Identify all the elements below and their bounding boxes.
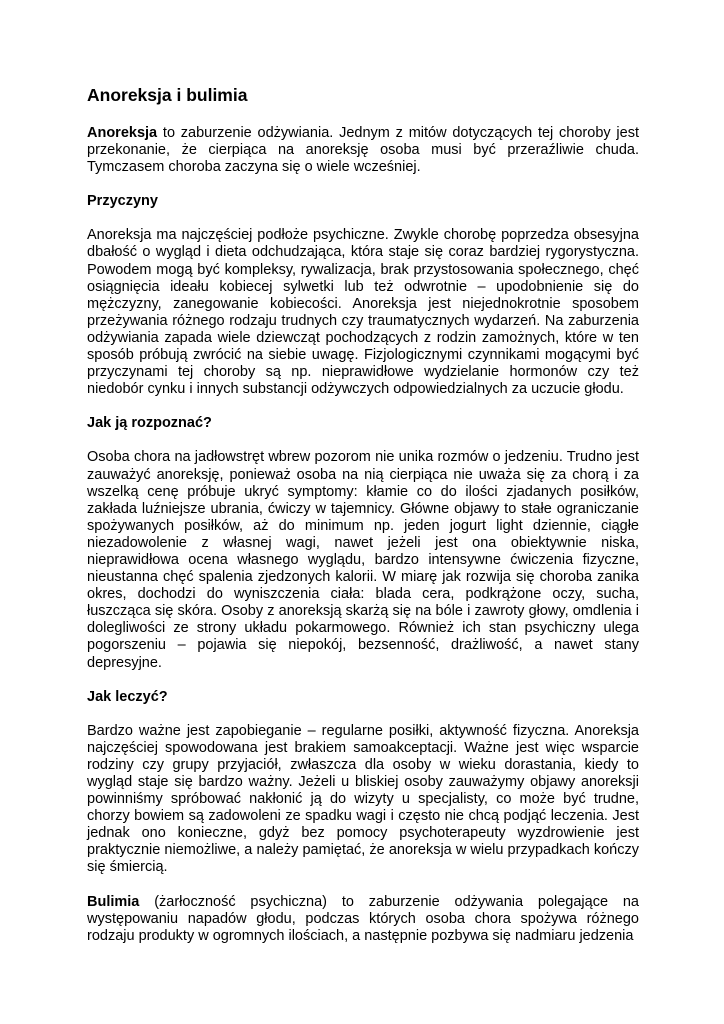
causes-heading: Przyczyny (87, 193, 158, 210)
document-title: Anoreksja i bulimia (87, 85, 248, 105)
bulimia-lead-term: Bulimia (87, 893, 140, 910)
intro-lead-term: Anoreksja (87, 125, 158, 141)
treat-paragraph: Bardzo ważne jest zapobieganie – regularne posiłki, aktywność fizyczna. Anoreksja najczęściej spowodowana jest brakiem samoakceptacji. Ważne jest więc wsparcie rodziny czy grupy przyjaciół, zwłaszcza dla osoby w wieku dorastania, kiedy to wygląd staje się bardzo ważny. Jeżeli u bliskiej osoby zauważymy objawy anoreksji powinniśmy spróbować nakłonić ją do wizyty u specjalisty, co może być trudne, chorzy bowiem są zadowoleni ze spadku wagi i często nie chcą podjąć leczenia. Jest jednak ono konieczne, gdyż bez pomocy psychoterapeuty wyzdrowienie jest praktycznie niemożliwe, a należy pamiętać, że anoreksja w wielu przypadkach kończy się śmiercią. (87, 722, 639, 876)
recognize-heading: Jak ją rozpoznać? (87, 415, 212, 432)
bulimia-text: (żarłoczność psychiczna) to zaburzenie odżywania polegające na występowaniu napadów głodu, podczas których osoba chora spożywa różnego rodzaju produkty w ogromnych ilościach, a następnie pozbywa się nadmiaru jedzenia (87, 893, 639, 944)
bulimia-paragraph (87, 894, 639, 945)
recognize-paragraph: Osoba chora na jadłowstręt wbrew pozorom nie unika rozmów o jedzeniu. Trudno jest zauważyć anoreksję, ponieważ osoba na nią cierpiąca nie uważa się za chorą i za wszelką cenę próbuje ukryć symptomy: kłamie co do ilości zjadanych posiłków, zakłada luźniejsze ubrania, ćwiczy w tajemnicy. Główne objawy to stałe ograniczanie spożywanych posiłków, aż do minimum np. jeden jogurt light dziennie, ciągłe niezadowolenie z własnej wagi, nawet jeżeli jest ona obiektywnie niska, nieprawidłowa ocena własnego wyglądu, bardzo intensywne ćwiczenia fizyczne, nieustanna chęć spalenia zjedzonych kalorii. W miarę jak rozwija się choroba zanika okres, dochodzi do wyniszczenia ciała: blada cera, podkrążone oczy, sucha, łuszcząca się skóra. Osoby z anoreksją skarżą się na bóle i zawroty głowy, omdlenia i dolegliwości ze strony układu pokarmowego. Również ich stan psychiczny ulega pogorszeniu – pojawia się niepokój, bezsenność, drażliwość, a nawet stany depresyjne. (87, 449, 639, 671)
document-page (87, 84, 639, 962)
treat-heading: Jak leczyć? (87, 688, 168, 705)
intro-text: to zaburzenie odżywiania. Jednym z mitów dotyczących tej choroby jest przekonanie, że cierpiąca na anoreksję osoba musi być przeraźliwie chuda. Tymczasem choroba zaczyna się o wiele wcześniej. (87, 125, 639, 176)
intro-paragraph (87, 125, 639, 176)
causes-paragraph: Anoreksja ma najczęściej podłoże psychiczne. Zwykle chorobę poprzedza obsesyjna dbałość o wygląd i dieta odchudzająca, która staje się coraz bardziej rygorystyczna. Powodem mogą być kompleksy, rywalizacja, brak przystosowania społecznego, chęć osiągnięcia ideału kobiecej sylwetki lub też odwrotnie – upodobnienie się do mężczyzny, zanegowanie kobiecości. Anoreksja jest niejednokrotnie sposobem przeżywania różnego rodzaju trudnych czy traumatycznych wydarzeń. Na zaburzenia odżywiania zapada wiele dziewcząt pochodzących z rodzin zamożnych, które w ten sposób próbują zwrócić na siebie uwagę. Fizjologicznymi czynnikami mogącymi być przyczynami tej choroby są np. nieprawidłowe wydzielanie hormonów czy też niedobór cynku i innych substancji odżywczych odpowiedzialnych za uczucie głodu. (87, 227, 639, 398)
